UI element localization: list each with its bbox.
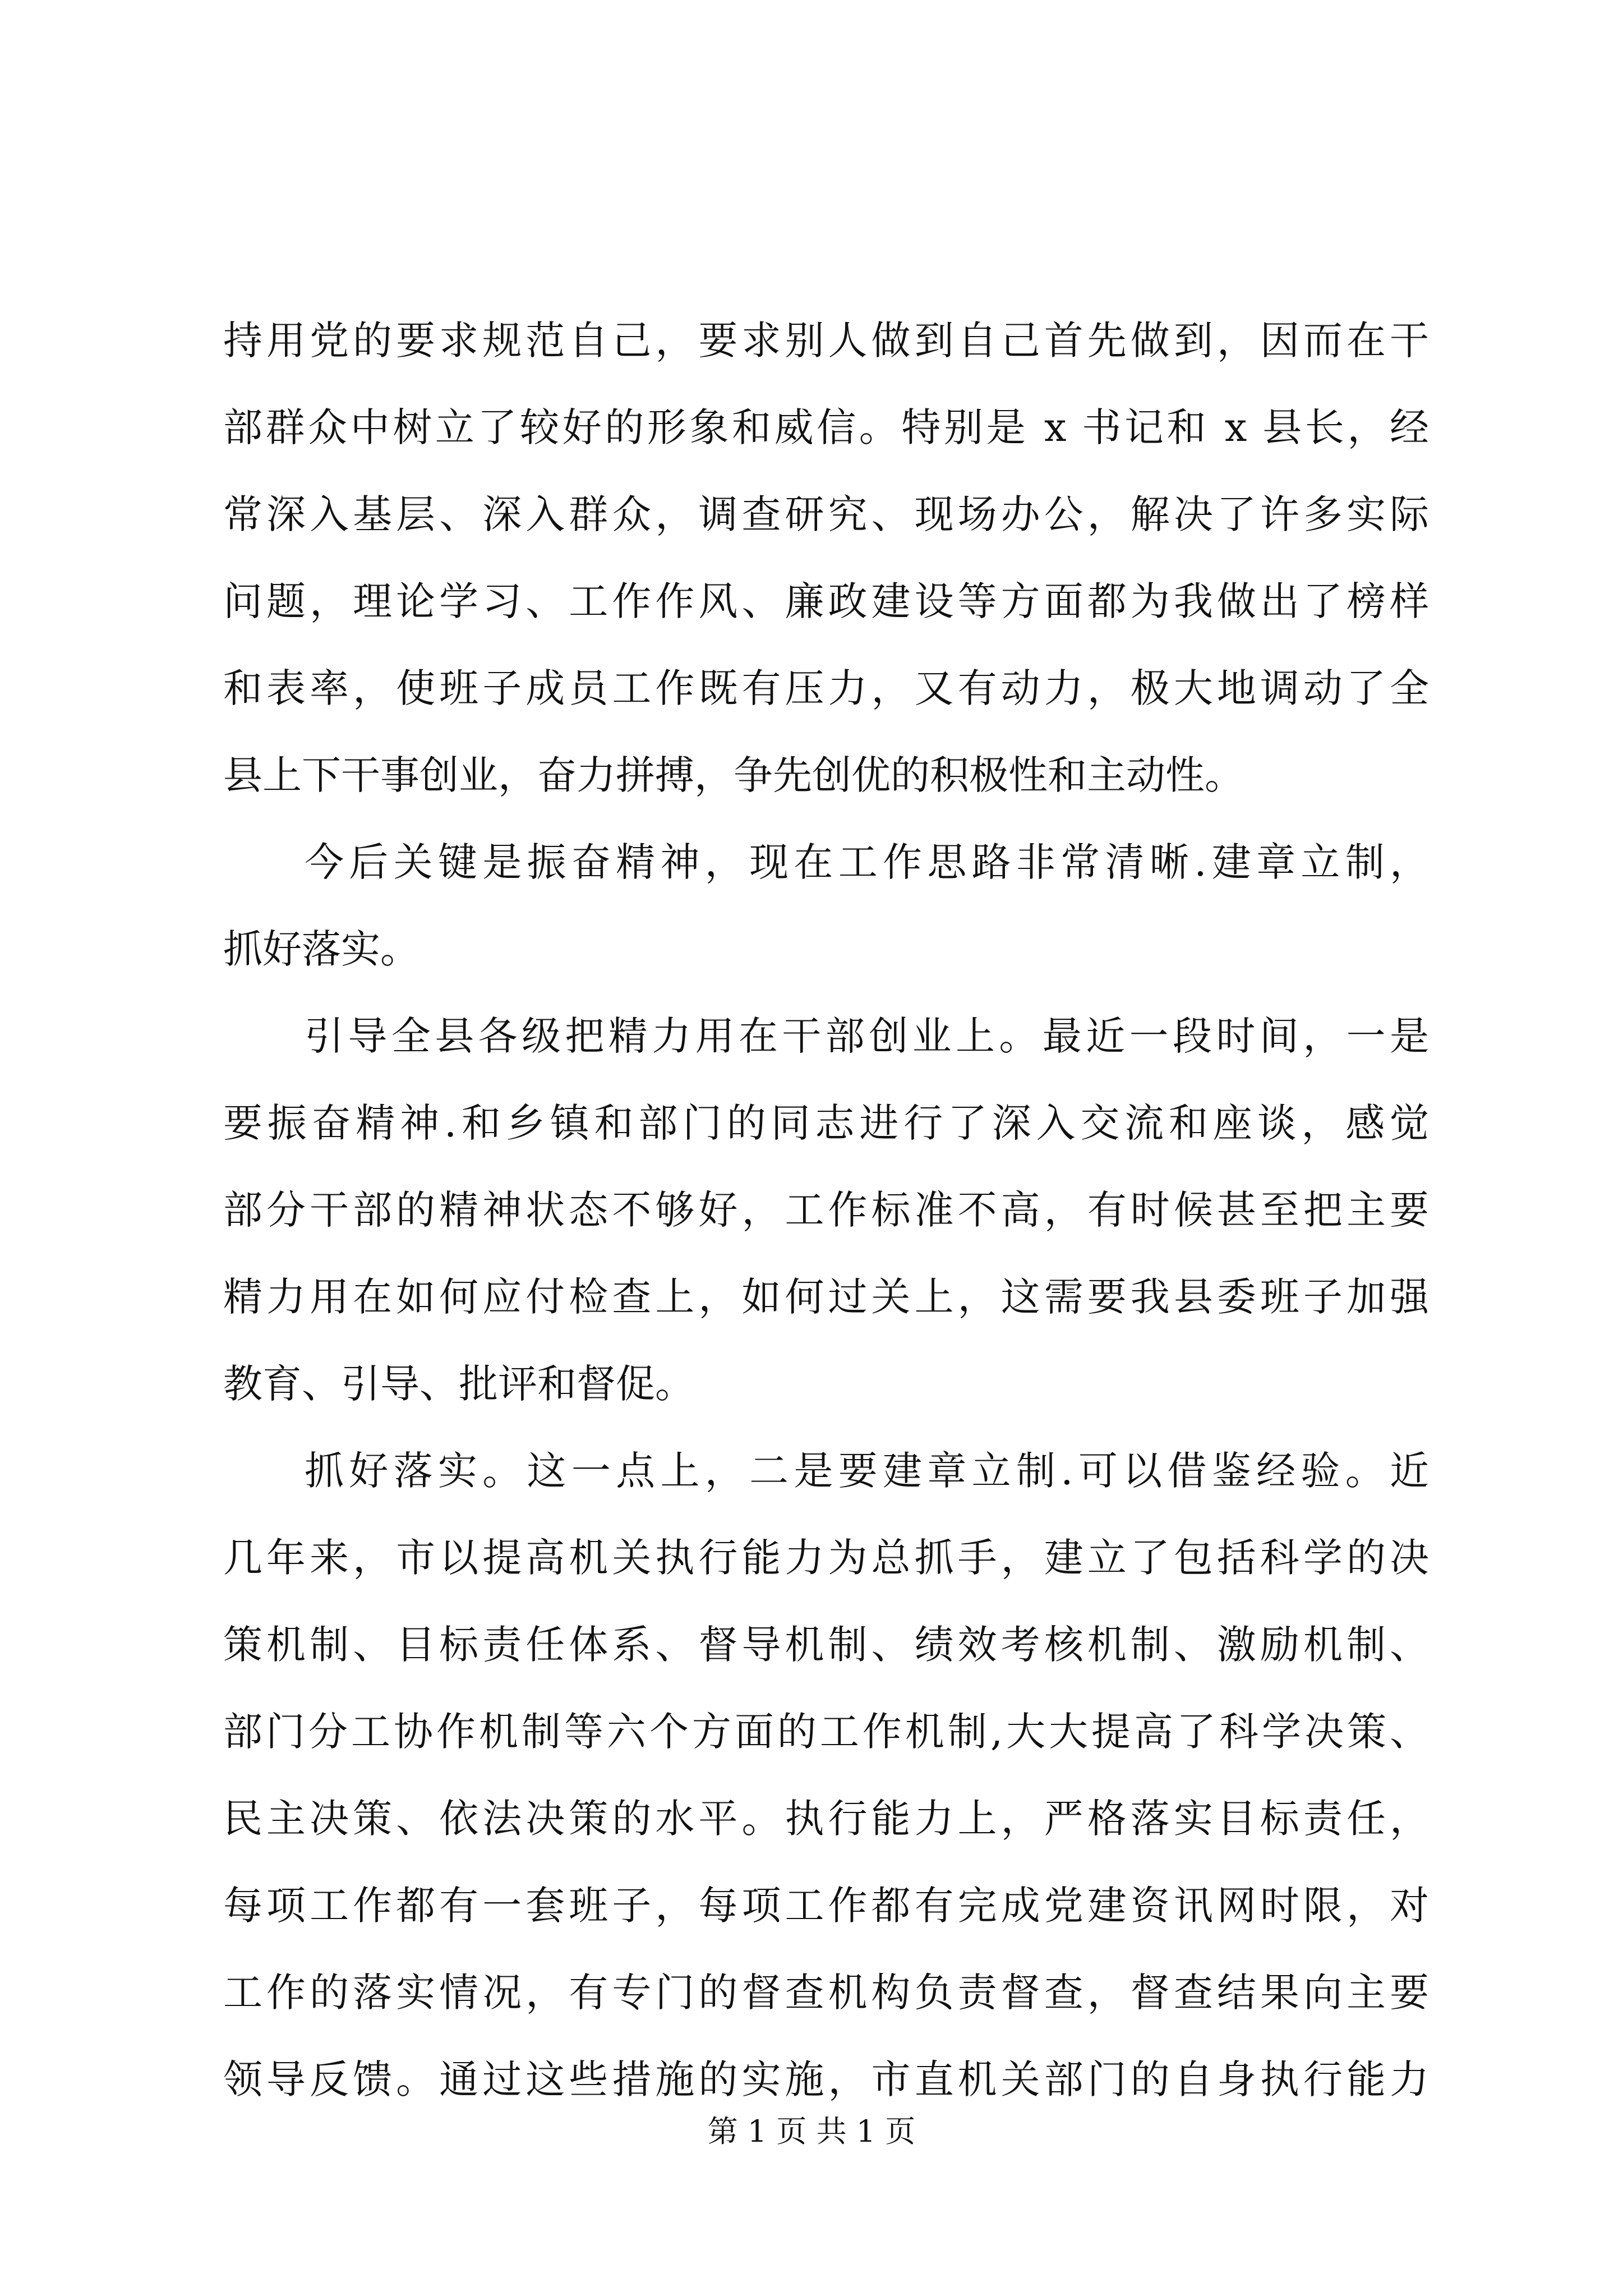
text-line: 部群众中树立了较好的形象和威信。特别是 x 书记和 x 县长，经 — [223, 404, 1429, 450]
text-line: 问题，理论学习、工作作风、廉政建设等方面都为我做出了榜样 — [223, 578, 1429, 624]
text-line: 常深入基层、深入群众，调查研究、现场办公，解决了许多实际 — [223, 491, 1429, 537]
text-line: 每项工作都有一套班子，每项工作都有完成党建资讯网时限，对 — [223, 1883, 1429, 1929]
text-line: 抓好落实。这一点上，二是要建章立制.可以借鉴经验。近 — [305, 1448, 1429, 1494]
text-line: 几年来，市以提高机关执行能力为总抓手，建立了包括科学的决 — [223, 1535, 1429, 1581]
text-line: 领导反馈。通过这些措施的实施，市直机关部门的自身执行能力 — [223, 2056, 1429, 2102]
text-line: 县上下干事创业，奋力拼搏，争先创优的积极性和主动性。 — [223, 752, 1244, 798]
page-footer — [0, 2109, 1623, 2154]
paragraph — [223, 819, 1429, 993]
text-line: 要振奋精神.和乡镇和部门的同志进行了深入交流和座谈，感觉 — [223, 1100, 1429, 1146]
text-line: 抓好落实。 — [223, 926, 419, 972]
text-line: 教育、引导、批评和督促。 — [223, 1361, 694, 1407]
text-line: 今后关键是振奋精神，现在工作思路非常清晰.建章立制， — [305, 839, 1429, 885]
text-line: 部分干部的精神状态不够好，工作标准不高，有时候甚至把主要 — [223, 1187, 1429, 1233]
text-line: 引导全县各级把精力用在干部创业上。最近一段时间，一是 — [305, 1013, 1429, 1059]
document-body — [223, 297, 1429, 2123]
text-line: 工作的落实情况，有专门的督查机构负责督查，督查结果向主要 — [223, 1970, 1429, 2016]
text-line: 持用党的要求规范自己，要求别人做到自己首先做到，因而在干 — [223, 318, 1429, 364]
paragraph — [223, 1428, 1429, 2123]
text-line: 部门分工协作机制等六个方面的工作机制,大大提高了科学决策、 — [223, 1709, 1429, 1755]
text-line: 和表率，使班子成员工作既有压力，又有动力，极大地调动了全 — [223, 665, 1429, 711]
paragraph — [223, 297, 1429, 819]
text-line: 精力用在如何应付检查上，如何过关上，这需要我县委班子加强 — [223, 1274, 1429, 1320]
paragraph — [223, 993, 1429, 1428]
text-line: 策机制、目标责任体系、督导机制、绩效考核机制、激励机制、 — [223, 1622, 1429, 1668]
page-number: 第 1 页 共 1 页 — [707, 2114, 916, 2149]
text-line: 民主决策、依法决策的水平。执行能力上，严格落实目标责任， — [223, 1796, 1429, 1842]
